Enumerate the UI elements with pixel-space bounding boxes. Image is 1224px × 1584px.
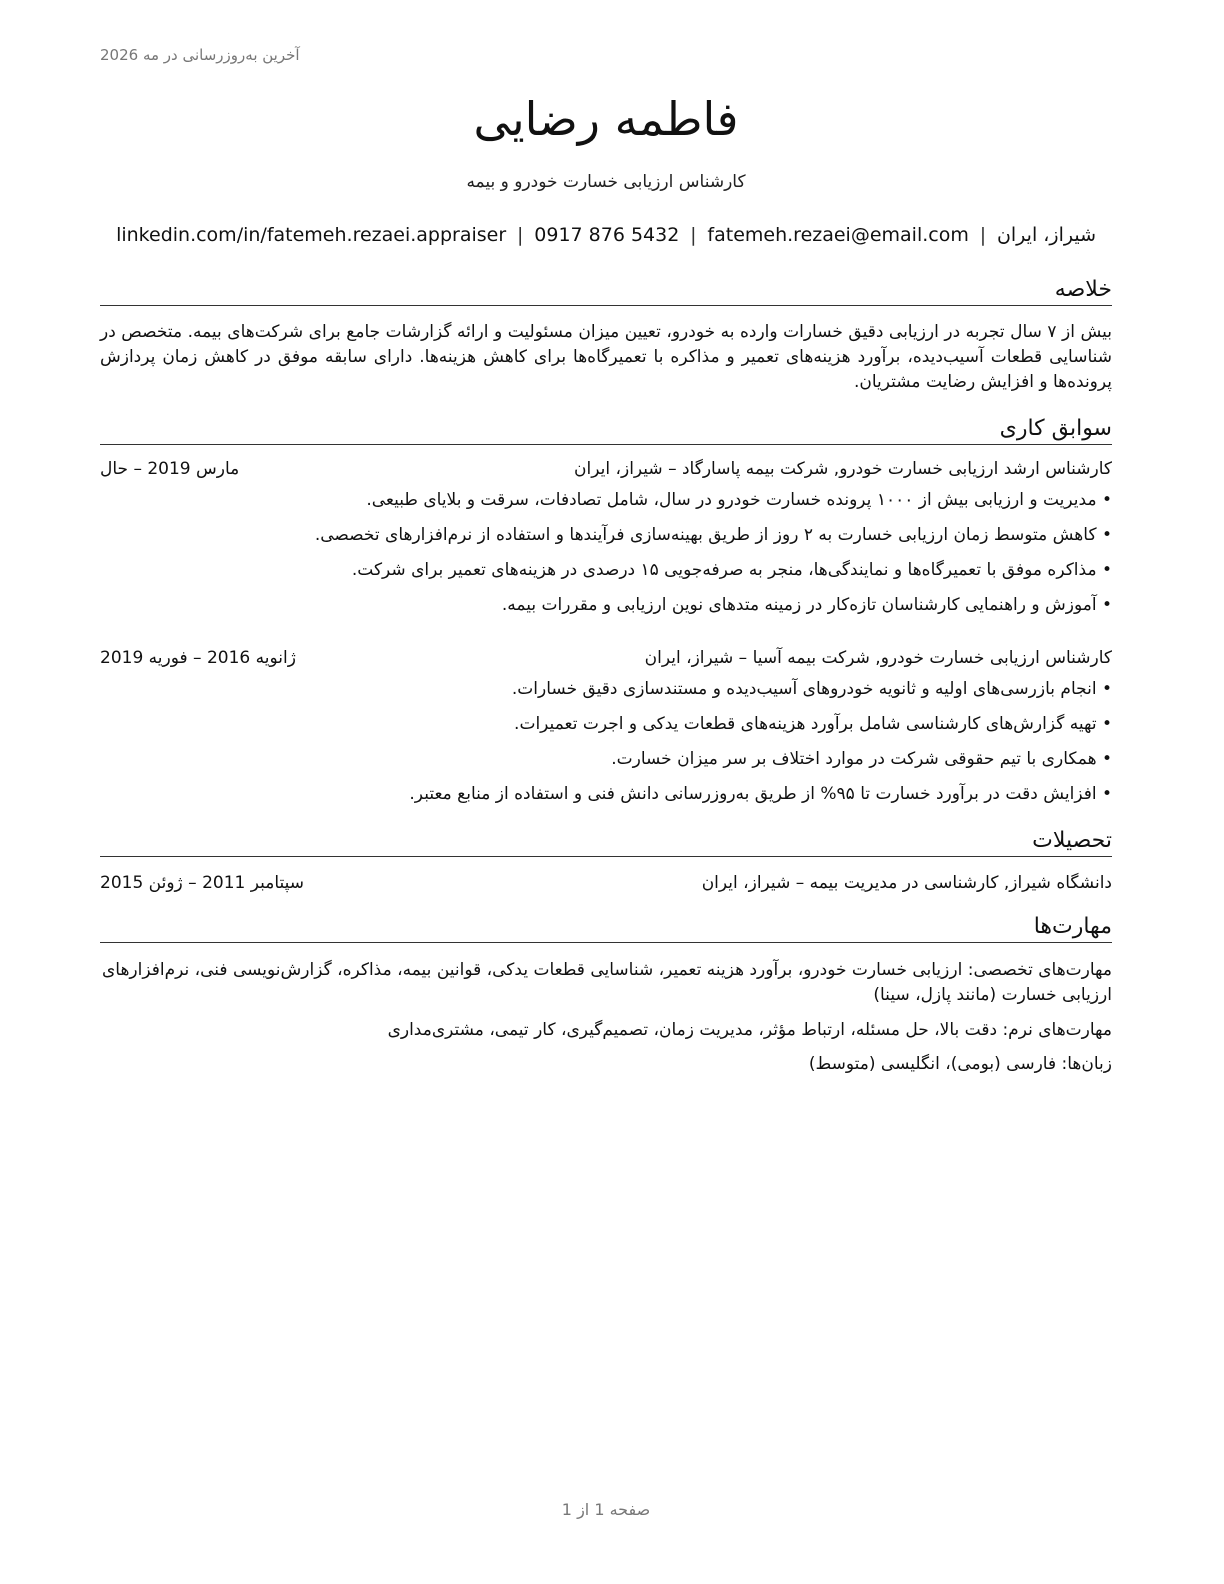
job-bullet: • انجام بازرسی‌های اولیه و ثانویه خودروهای آسیب‌دیده و مستندسازی دقیق خسارات. <box>100 677 1112 712</box>
contact-line <box>116 224 1096 246</box>
job-entry-header <box>100 648 1112 672</box>
education-entry <box>100 873 1112 897</box>
job-bullets <box>100 677 1112 817</box>
contact-location: شیراز، ایران <box>996 224 1096 246</box>
job-bullet: • همکاری با تیم حقوقی شرکت در موارد اختلاف بر سر میزان خسارت. <box>100 747 1112 782</box>
skills-soft: مهارت‌های نرم: دقت بالا، حل مسئله، ارتباط مؤثر، مدیریت زمان، تصمیم‌گیری، کار تیمی، مشتری‌مداری <box>387 1020 1112 1040</box>
contact-linkedin[interactable]: linkedin.com/in/fatemeh.rezaei.appraiser <box>116 224 507 246</box>
contact-email[interactable]: fatemeh.rezaei@email.com <box>707 224 969 246</box>
summary-text: بیش از ۷ سال تجربه در ارزیابی دقیق خسارات وارده به خودرو، تعیین میزان مسئولیت و ارائه گزارشات جامع برای شرکت‌های بیمه. متخصص در شناسایی قطعات آسیب‌دیده، برآورد هزینه‌های تعمیر و مذاکره با تعمیرگاه‌ها برای کاهش هزینه‌ها. دارای سابقه موفق در کاهش زمان پردازش پرونده‌ها و افزایش رضایت مشتریان. <box>100 322 1112 392</box>
skills-heading: مهارت‌ها <box>100 914 1112 943</box>
contact-separator: | <box>690 224 697 246</box>
summary-heading: خلاصه <box>100 277 1112 306</box>
contact-phone[interactable]: 0917 876 5432 <box>534 224 680 246</box>
job-title: کارشناس ارشد ارزیابی خسارت خودرو, شرکت بیمه پاسارگاد – شیراز، ایران <box>574 459 1112 479</box>
job-dates: ژانویه 2016 – فوریه 2019 <box>100 648 296 668</box>
job-bullet: • تهیه گزارش‌های کارشناسی شامل برآورد هزینه‌های قطعات یدکی و اجرت تعمیرات. <box>100 712 1112 747</box>
education-dates: سپتامبر 2011 – ژوئن 2015 <box>100 873 305 893</box>
candidate-title: کارشناس ارزیابی خسارت خودرو و بیمه <box>466 172 746 192</box>
job-bullet: • افزایش دقت در برآورد خسارت تا ۹۵% از طریق به‌روزرسانی دانش فنی و استفاده از منابع معتبر. <box>100 782 1112 817</box>
job-title: کارشناس ارزیابی خسارت خودرو, شرکت بیمه آسیا – شیراز، ایران <box>644 648 1112 668</box>
job-dates: مارس 2019 – حال <box>100 459 240 479</box>
job-bullet: • آموزش و راهنمایی کارشناسان تازه‌کار در زمینه متدهای نوین ارزیابی و مقررات بیمه. <box>100 593 1112 628</box>
job-entry-header <box>100 459 1112 483</box>
contact-separator: | <box>979 224 987 246</box>
page-number: صفحه 1 از 1 <box>561 1500 651 1519</box>
job-bullets <box>100 488 1112 628</box>
skills-technical: مهارت‌های تخصصی: ارزیابی خسارت خودرو، برآورد هزینه تعمیر، شناسایی قطعات یدکی، قوانین بیمه، مذاکره، گزارش‌نویسی فنی، نرم‌افزارهای ارزیابی خسارت (مانند پازل، سینا) <box>101 960 1112 1005</box>
job-bullet: • کاهش متوسط زمان ارزیابی خسارت به ۲ روز از طریق بهینه‌سازی فرآیندها و استفاده از نرم‌افزارهای تخصصی. <box>100 523 1112 558</box>
experience-heading: سوابق کاری <box>100 416 1112 445</box>
resume-page <box>100 0 1112 1584</box>
education-heading: تحصیلات <box>100 828 1112 857</box>
last-updated-note: آخرین به‌روزرسانی در مه 2026 <box>100 46 300 64</box>
contact-separator: | <box>517 224 524 246</box>
skills-languages: زبان‌ها: فارسی (بومی)، انگلیسی (متوسط) <box>808 1054 1112 1074</box>
job-bullet: • مدیریت و ارزیابی بیش از ۱۰۰۰ پرونده خسارت خودرو در سال، شامل تصادفات، سرقت و بلایای طبیعی. <box>100 488 1112 523</box>
candidate-name: فاطمه رضایی <box>473 92 739 146</box>
job-bullet: • مذاکره موفق با تعمیرگاه‌ها و نمایندگی‌ها، منجر به صرفه‌جویی ۱۵ درصدی در هزینه‌های تعمیر برای شرکت. <box>100 558 1112 593</box>
education-degree: دانشگاه شیراز, کارشناسی در مدیریت بیمه – شیراز، ایران <box>701 873 1112 893</box>
